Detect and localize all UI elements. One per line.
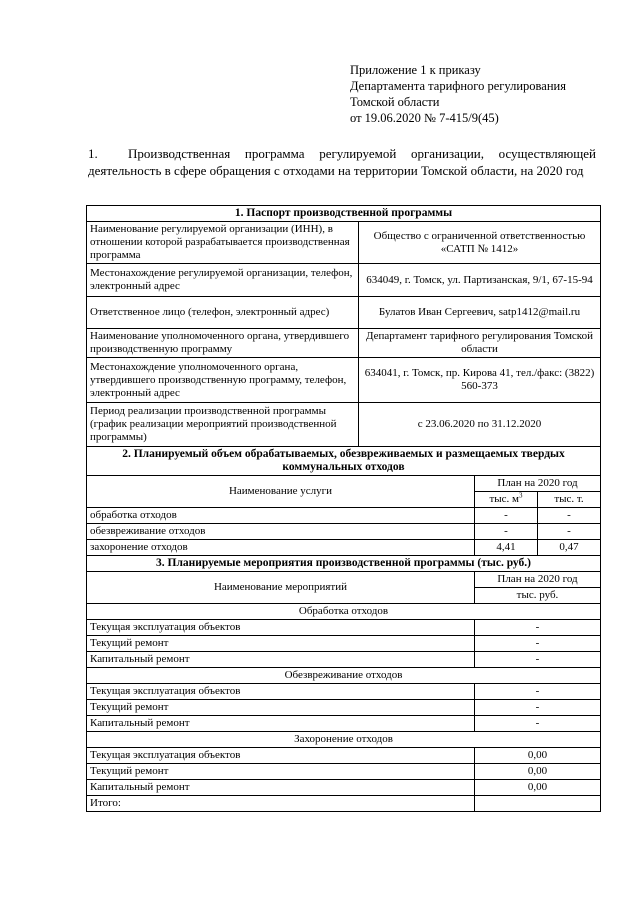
volume-header-row	[87, 476, 601, 492]
measures-row	[87, 716, 601, 732]
volume-row	[87, 540, 601, 556]
passport-title: 1. Паспорт производственной программы	[87, 206, 601, 222]
appendix-line-2: Департамента тарифного регулирования	[350, 79, 566, 93]
measure-value: -	[475, 636, 601, 652]
measures-col-name: Наименование мероприятий	[87, 572, 475, 604]
volume-title: 2. Планируемый объем обрабатываемых, обезвреживаемых и размещаемых твердых коммунальных отходов	[87, 447, 601, 476]
passport-row	[87, 222, 601, 264]
measure-name: Текущий ремонт	[87, 764, 475, 780]
volume-service-name: захоронение отходов	[87, 540, 475, 556]
passport-value: Общество с ограниченной ответственностью «САТП № 1412»	[359, 222, 601, 264]
measures-header-row	[87, 572, 601, 588]
passport-label: Наименование уполномоченного органа, утвердившего производственную программу	[87, 329, 359, 358]
volume-col-plan: План на 2020 год	[475, 476, 601, 492]
measures-group-title: Обезвреживание отходов	[87, 668, 601, 684]
measure-name: Текущая эксплуатация объектов	[87, 748, 475, 764]
appendix-line-4: от 19.06.2020 № 7-415/9(45)	[350, 111, 499, 125]
appendix-line-3: Томской области	[350, 95, 440, 109]
volume-m3: -	[475, 508, 538, 524]
measures-total-row	[87, 796, 601, 812]
volume-unit-m3: тыс. $м^3$	[475, 492, 538, 508]
measures-group-row	[87, 732, 601, 748]
program-intro	[88, 145, 596, 179]
volume-m3: 4,41	[475, 540, 538, 556]
passport-label: Период реализации производственной программы (график реализации мероприятий производственной программы)	[87, 403, 359, 447]
program-table	[86, 205, 601, 812]
measures-row	[87, 748, 601, 764]
volume-row	[87, 524, 601, 540]
measures-group-title: Обработка отходов	[87, 604, 601, 620]
order-appendix-header	[350, 62, 566, 126]
appendix-line-1: Приложение 1 к приказу	[350, 63, 481, 77]
passport-value: Булатов Иван Сергеевич, satp1412@mail.ru	[359, 297, 601, 329]
passport-label: Местонахождение регулируемой организации, телефон, электронный адрес	[87, 264, 359, 297]
measure-name: Текущая эксплуатация объектов	[87, 620, 475, 636]
measure-value: 0,00	[475, 780, 601, 796]
measures-row	[87, 636, 601, 652]
measures-title-row	[87, 556, 601, 572]
measures-group-row	[87, 668, 601, 684]
passport-row	[87, 403, 601, 447]
volume-service-name: обработка отходов	[87, 508, 475, 524]
passport-row	[87, 329, 601, 358]
measure-name: Текущий ремонт	[87, 636, 475, 652]
measure-value: 0,00	[475, 748, 601, 764]
measures-row	[87, 684, 601, 700]
measures-row	[87, 620, 601, 636]
volume-t: -	[538, 508, 601, 524]
passport-value: 634041, г. Томск, пр. Кирова 41, тел./факс: (3822) 560-373	[359, 358, 601, 403]
measure-name: Текущая эксплуатация объектов	[87, 684, 475, 700]
volume-t: -	[538, 524, 601, 540]
measure-value: -	[475, 684, 601, 700]
volume-service-name: обезвреживание отходов	[87, 524, 475, 540]
measures-row	[87, 700, 601, 716]
intro-text: Производственная программа регулируемой организации, осуществляющей деятельность в сфере обращения с отходами на территории Томской области, на 2020 год	[88, 146, 596, 178]
volume-t: 0,47	[538, 540, 601, 556]
measure-value: -	[475, 716, 601, 732]
measures-col-unit: тыс. руб.	[475, 588, 601, 604]
volume-col-service: Наименование услуги	[87, 476, 475, 508]
total-label: Итого:	[87, 796, 475, 812]
measure-value: -	[475, 652, 601, 668]
passport-label: Ответственное лицо (телефон, электронный адрес)	[87, 297, 359, 329]
passport-label: Местонахождение уполномоченного органа, утвердившего производственную программу, телефон, электронный адрес	[87, 358, 359, 403]
passport-title-row	[87, 206, 601, 222]
passport-value: 634049, г. Томск, ул. Партизанская, 9/1, 67-15-94	[359, 264, 601, 297]
measure-value: 0,00	[475, 764, 601, 780]
measures-col-plan: План на 2020 год	[475, 572, 601, 588]
measures-group-row	[87, 604, 601, 620]
measures-title: 3. Планируемые мероприятия производственной программы (тыс. руб.)	[87, 556, 601, 572]
volume-row	[87, 508, 601, 524]
passport-row	[87, 264, 601, 297]
measure-name: Капитальный ремонт	[87, 652, 475, 668]
intro-number: 1.	[88, 146, 98, 161]
measures-group-title: Захоронение отходов	[87, 732, 601, 748]
measures-row	[87, 764, 601, 780]
measure-name: Текущий ремонт	[87, 700, 475, 716]
measure-name: Капитальный ремонт	[87, 780, 475, 796]
volume-m3: -	[475, 524, 538, 540]
measure-value: -	[475, 620, 601, 636]
passport-label: Наименование регулируемой организации (ИНН), в отношении которой разрабатывается производственная программа	[87, 222, 359, 264]
measures-row	[87, 780, 601, 796]
measure-value: -	[475, 700, 601, 716]
passport-value: с 23.06.2020 по 31.12.2020	[359, 403, 601, 447]
total-value	[475, 796, 601, 812]
volume-title-row	[87, 447, 601, 476]
measures-row	[87, 652, 601, 668]
passport-row	[87, 297, 601, 329]
volume-unit-t: тыс. т.	[538, 492, 601, 508]
passport-row	[87, 358, 601, 403]
measure-name: Капитальный ремонт	[87, 716, 475, 732]
passport-value: Департамент тарифного регулирования Томской области	[359, 329, 601, 358]
